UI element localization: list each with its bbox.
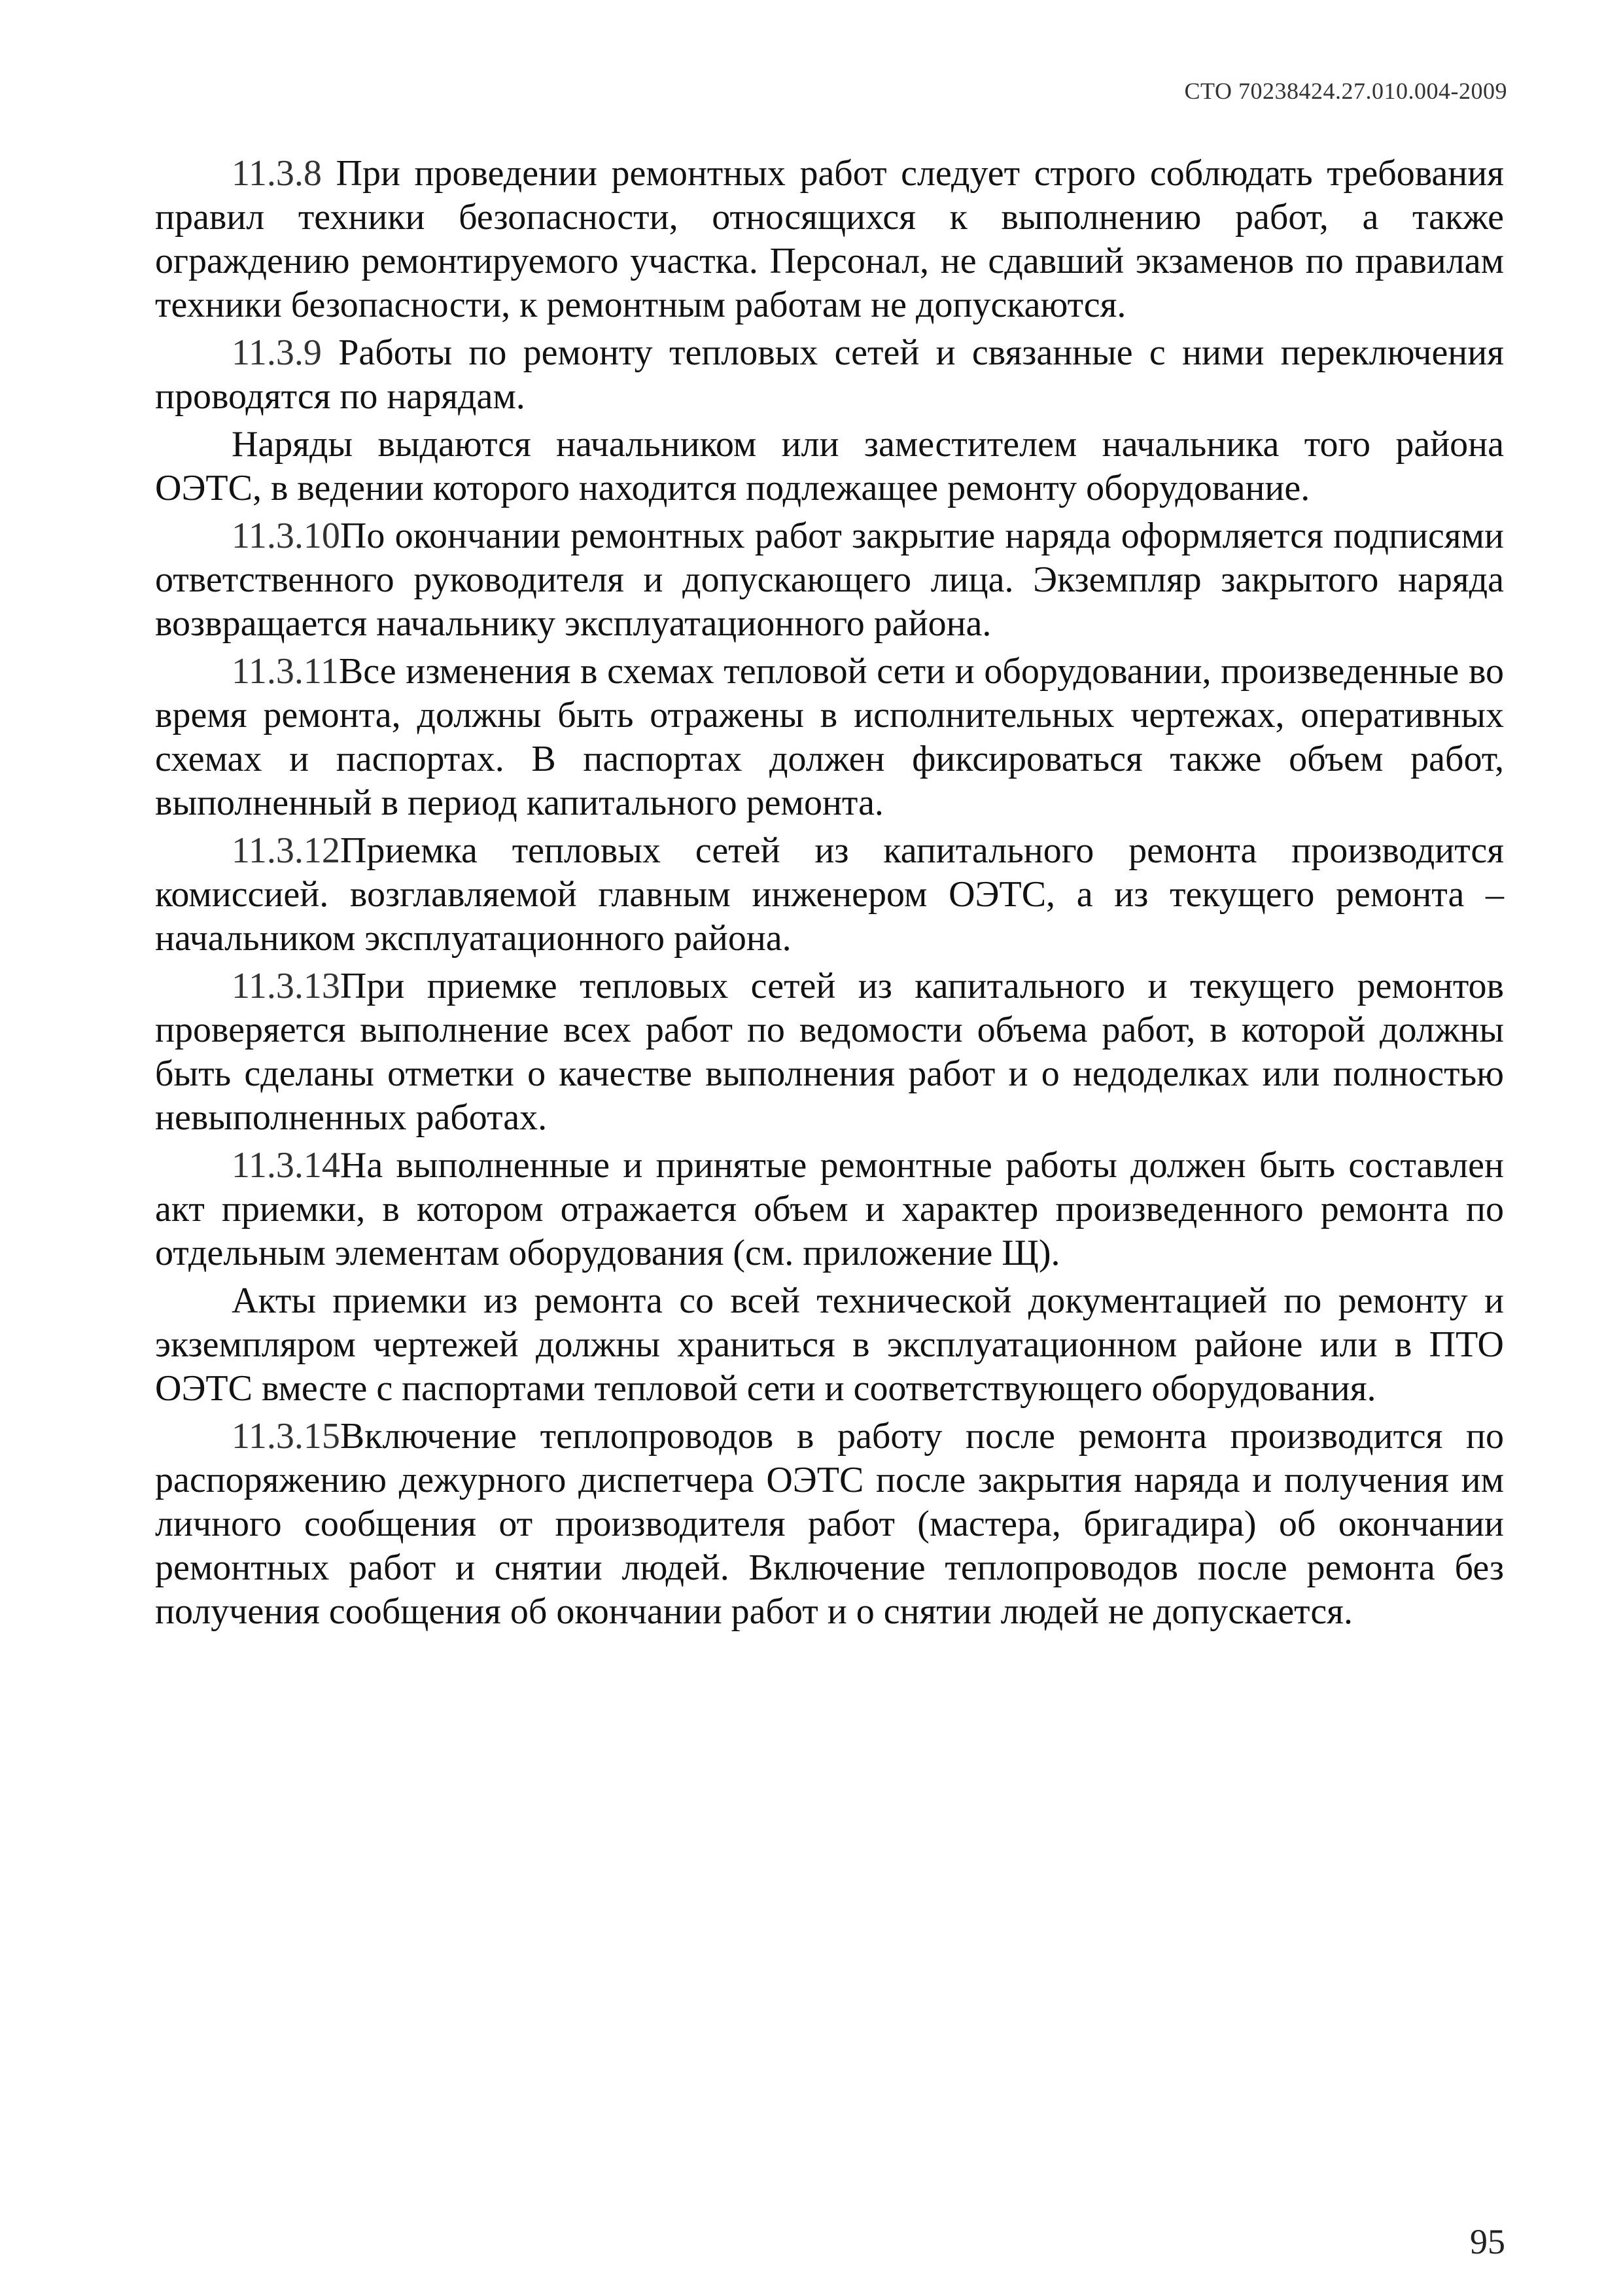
clause-text: Все изменения в схемах тепловой сети и оборудовании, произведенные во время ремонта, должны быть отражены в исполнительных чертежах, оперативных схемах и паспортах. В паспортах должен фиксироваться также объем работ, выполненный в период капитального ремонта. bbox=[155, 651, 1504, 823]
paragraph-11-3-14 bbox=[155, 1144, 1504, 1275]
clause-text: При проведении ремонтных работ следует строго соблюдать требования правил техники безопасности, относящихся к выполнению работ, а также ограждению ремонтируемого участка. Персонал, не сдавший экзаменов по правилам техники безопасности, к ремонтным работам не допускаются. bbox=[155, 153, 1505, 325]
clause-text: При приемке тепловых сетей из капитального и текущего ремонтов проверяется выполнение всех работ по ведомости объема работ, в которой должны быть сделаны отметки о качестве выполнения работ и о недоделках или полностью невыполненных работах. bbox=[155, 966, 1504, 1138]
paragraph-11-3-11 bbox=[155, 650, 1504, 825]
clause-separator bbox=[322, 332, 338, 373]
paragraph-11-3-9 bbox=[155, 331, 1504, 419]
clause-separator bbox=[322, 153, 336, 194]
paragraph-11-3-15 bbox=[155, 1415, 1504, 1634]
paragraph-orders bbox=[155, 423, 1504, 510]
paragraph-11-3-8 bbox=[155, 152, 1504, 327]
clause-text: По окончании ремонтных работ закрытие наряда оформляется подписями ответственного руководителя и допускающего лица. Экземпляр закрытого наряда возвращается начальнику эксплуатационного района. bbox=[155, 516, 1504, 644]
clause-number: 11.3.12 bbox=[232, 830, 340, 871]
clause-number: 11.3.9 bbox=[232, 332, 322, 373]
clause-text: Наряды выдаются начальником или заместителем начальника того района ОЭТС, в ведении которого находится подлежащее ремонту оборудование. bbox=[155, 424, 1504, 508]
clause-text: Акты приемки из ремонта со всей технической документацией по ремонту и экземпляром чертежей должны храниться в эксплуатационном районе или в ПТО ОЭТС вместе с паспортами тепловой сети и соответствующего оборудования. bbox=[155, 1280, 1504, 1409]
clause-number: 11.3.14 bbox=[232, 1145, 340, 1186]
document-body bbox=[155, 152, 1504, 1638]
paragraph-acceptance-acts bbox=[155, 1279, 1504, 1411]
paragraph-11-3-13 bbox=[155, 964, 1504, 1140]
paragraph-11-3-12 bbox=[155, 829, 1504, 961]
clause-number: 11.3.8 bbox=[232, 153, 322, 194]
clause-number: 11.3.10 bbox=[232, 516, 340, 556]
clause-text: Включение теплопроводов в работу после ремонта производится по распоряжению дежурного диспетчера ОЭТС после закрытия наряда и получения им личного сообщения от производителя работ (мастера, бригадира) об окончании ремонтных работ и снятии людей. Включение теплопроводов после ремонта без получения сообщения об окончании работ и о снятии людей не допускается. bbox=[155, 1416, 1504, 1632]
paragraph-11-3-10 bbox=[155, 514, 1504, 646]
clause-number: 11.3.11 bbox=[232, 651, 339, 692]
clause-text: Приемка тепловых сетей из капитального ремонта производится комиссией. возглавляемой главным инженером ОЭТС, а из текущего ремонта – начальником эксплуатационного района. bbox=[155, 830, 1504, 959]
clause-text: Работы по ремонту тепловых сетей и связанные с ними переключения проводятся по нарядам. bbox=[155, 332, 1504, 417]
clause-text: На выполненные и принятые ремонтные работы должен быть составлен акт приемки, в котором отражается объем и характер произведенного ремонта по отдельным элементам оборудования (см. приложение Щ). bbox=[155, 1145, 1504, 1273]
clause-number: 11.3.15 bbox=[232, 1416, 340, 1457]
clause-number: 11.3.13 bbox=[232, 966, 340, 1006]
page-number: 95 bbox=[1470, 2222, 1505, 2261]
document-code-header: СТО 70238424.27.010.004-2009 bbox=[1184, 78, 1507, 104]
